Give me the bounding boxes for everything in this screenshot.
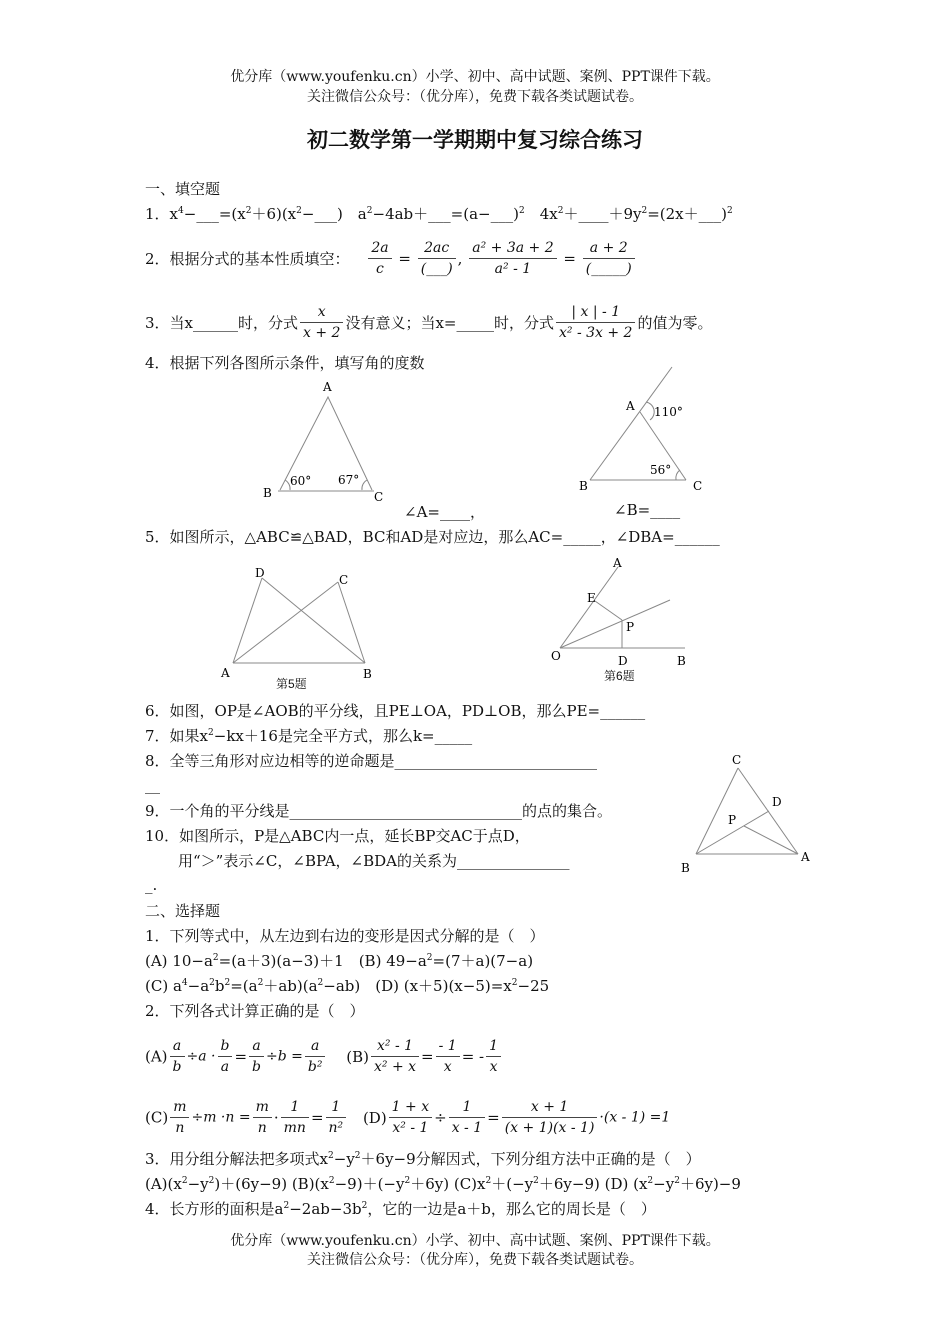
fig6-label-P: P xyxy=(626,620,635,634)
choice-3: 3．用分组分解法把多项式$x^2-y^2+6y-9$分解因式，下列分组方法中正确的是（ ） xyxy=(145,1150,701,1168)
fig6-label-B: B xyxy=(677,654,686,668)
fig5-label-A: A xyxy=(221,666,230,680)
figure-6 xyxy=(545,555,705,675)
fig6-caption: 第6题 xyxy=(604,669,635,683)
page-title: 初二数学第一学期期中复习综合练习 xyxy=(307,127,643,152)
choice-1-options-cd: (C) $a^4-a^2b^2=(a^2+ab)(a^2-ab)$ (D) $(x+5)(x-5)=x^2-25$ xyxy=(145,977,550,995)
fig6-label-E: E xyxy=(587,591,596,605)
fig4b-label-A: A xyxy=(626,399,635,413)
choice-1: 1．下列等式中，从左边到右边的变形是因式分解的是（ ） xyxy=(145,927,545,945)
header-line-1: 优分库（www.youfenku.cn）小学、初中、高中试题、案例、PPT课件下载。 xyxy=(230,69,720,85)
fig10-label-D: D xyxy=(772,795,782,809)
question-6: 6．如图，OP是∠AOB的平分线，且PE⊥OA，PD⊥OB，那么PE=______ xyxy=(145,702,646,720)
question-1: 1．$x^4-\_\_\_=(x^2+6)(x^2-\_\_\_)$ $a^2-4ab+\_\_\_=(a-\_\_\_)^2$ $4x^2+\_\_\_\_+9y^2=(2x+\_\_\_)^2$ xyxy=(145,205,733,223)
question-10-line-1: 10．如图所示，P是△ABC内一点，延长BP交AC于点D， xyxy=(145,827,530,845)
choice-3-options: $(A)(x^2-y^2)+(6y-9)$ $(B)(x^2-9)+(-y^2+6y)$ $(C)x^2+(-y^2+6y-9)$ (D) $(x^2-y^2+6y)-9$ xyxy=(145,1175,741,1193)
figure-4a xyxy=(250,375,400,505)
fig4b-label-C: C xyxy=(693,479,703,493)
fig4b-angle-C: 56° xyxy=(650,463,672,477)
fig4a-label-B: B xyxy=(263,486,272,500)
fig5-caption: 第5题 xyxy=(276,677,307,691)
section-choice: 二、选择题 xyxy=(145,902,221,920)
section-fill-blank: 一、填空题 xyxy=(145,180,221,198)
fig10-label-A: A xyxy=(801,850,810,864)
fig4a-label-A: A xyxy=(323,380,332,394)
fig4b-angle-A: 110° xyxy=(654,405,683,419)
header-line-2: 关注微信公众号：（优分库），免费下载各类试题试卷。 xyxy=(307,89,643,105)
fig10-label-B: B xyxy=(681,861,690,875)
choice-2-options-cd: (C) $\frac{m}{n}$ ÷m ·n = $\frac{m}{n}$ · $\frac{1}{mn}$ = $\frac{1}{\text{n²}}$ (D) $\frac{1 + x}{\text{x² - 1}}$ ÷ $\frac{1}{x - 1}$ = $\frac{x + 1}{(x + 1)(x - 1)}$ ·(x - 1) =1 xyxy=(145,1099,671,1136)
fig5-label-D: D xyxy=(255,566,265,580)
fig10-label-P: P xyxy=(728,813,737,827)
question-10-line-2: 用“＞”表示∠C，∠BPA，∠BDA的关系为_______________ xyxy=(178,852,570,870)
fig4a-label-C: C xyxy=(374,490,384,504)
question-9: 9．一个角的平分线是_______________________________的点的集合。 xyxy=(145,802,613,820)
question-10-continued: _. xyxy=(145,876,158,894)
choice-4: 4．长方形的面积是$a^2-2ab-3b^2$，它的一边是a＋b，那么它的周长是（ ） xyxy=(145,1200,656,1218)
fig6-label-A: A xyxy=(613,556,622,570)
fig4a-answer: ∠A=____， xyxy=(404,503,485,521)
question-2: 2．根据分式的基本性质填空： $\frac{2a}{c}$ = $\frac{2ac}{(\_\_\_)}$ , $\frac{\text{a² + 3a + 2}}{\text{a² - 1}}$ = $\frac{a + 2}{(\_\_\_\_\_)}$ xyxy=(145,238,637,279)
fig5-label-B: B xyxy=(363,667,372,681)
choice-2: 2．下列各式计算正确的是（ ） xyxy=(145,1002,365,1020)
question-3: 3．当x______时，分式 $\frac{x}{x + 2}$ 没有意义；当x=_____时，分式 $\frac{| x | - 1}{\text{x² - 3x + 2}}$ 的值为零。 xyxy=(145,304,713,341)
question-5: 5．如图所示，△ABC≌△BAD，BC和AD是对应边，那么AC=_____，∠DBA=______ xyxy=(145,528,720,546)
fig4b-label-B: B xyxy=(579,479,588,493)
choice-2-options-ab: (A) $\frac{a}{b}$ ÷a · $\frac{b}{a}$ = $\frac{a}{b}$ ÷b = $\frac{a}{\text{b²}}$ (B) $\frac{\text{x² - 1}}{\text{x² + x}}$ = $\frac{- 1}{x}$ = - $\frac{1}{x}$ xyxy=(145,1036,503,1077)
fig4a-angle-C: 67° xyxy=(338,473,360,487)
fig5-label-C: C xyxy=(339,573,349,587)
question-8-continued: __ xyxy=(145,776,160,794)
fig6-label-D: D xyxy=(618,654,628,668)
footer-line-2: 关注微信公众号：（优分库），免费下载各类试题试卷。 xyxy=(307,1252,643,1268)
fig4b-answer: ∠B=____ xyxy=(614,501,681,519)
fig6-label-O: O xyxy=(551,649,561,663)
fig10-label-C: C xyxy=(732,753,742,767)
figure-4b xyxy=(570,362,710,497)
choice-1-options-ab: (A) $10-a^2=(a+3)(a-3)+1$ (B) $49-a^2=(7+a)(7-a)$ xyxy=(145,952,534,970)
fig4a-angle-B: 60° xyxy=(290,474,312,488)
footer-line-1: 优分库（www.youfenku.cn）小学、初中、高中试题、案例、PPT课件下载。 xyxy=(230,1233,720,1249)
figure-10 xyxy=(670,748,820,878)
question-8: 8．全等三角形对应边相等的逆命题是___________________________ xyxy=(145,752,598,770)
question-4: 4．根据下列各图所示条件，填写角的度数 xyxy=(145,354,425,372)
question-7: 7．如果$x^2-kx+16$是完全平方式，那么k=_____ xyxy=(145,727,473,745)
